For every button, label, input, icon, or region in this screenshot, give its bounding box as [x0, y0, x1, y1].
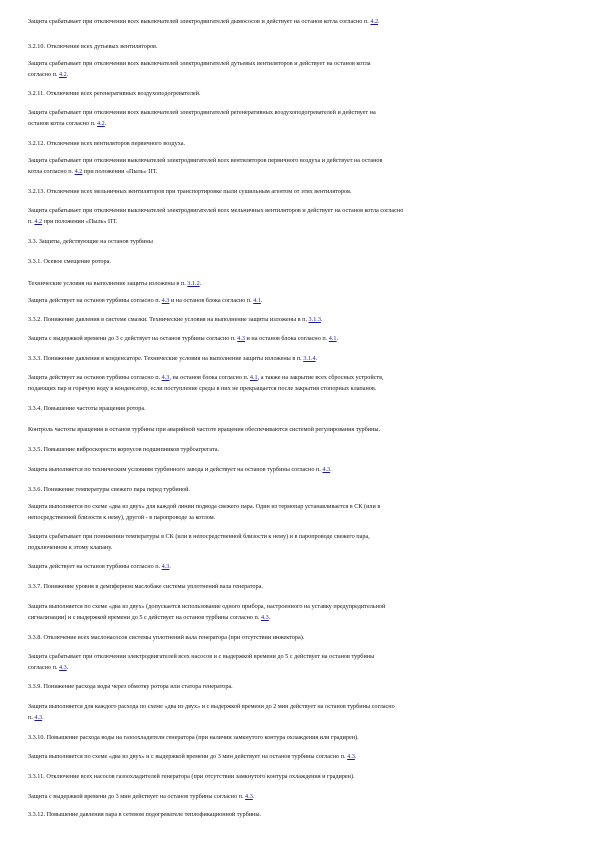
section-reference-link[interactable]: 4.3	[245, 793, 253, 800]
text-run: Защита действует на останов турбины согласно п.	[28, 297, 162, 304]
text-run: Технические условия на выполнение защиты изложены в п.	[28, 280, 188, 287]
text-run: п.	[28, 714, 35, 721]
section-reference-link[interactable]: 4.3	[260, 614, 269, 621]
text-run: Защита с выдержкой времени до 3 с действует на останов турбины согласно п.	[28, 335, 238, 342]
text-run: 3.2.10. Отключение всех дутьевых вентиляторов.	[28, 43, 158, 50]
text-run: подающих пар и горячую воду в конденсатор, если поступление среды в них не прекращается после закрытия стопорных клапанов.	[28, 385, 377, 392]
text-run: Защита действует на останов турбины согласно п.	[28, 374, 162, 381]
text-run: 3.3.8. Отключение всех маслонасосов системы уплотнений вала генератора (при отсутствии инжектора).	[28, 634, 305, 641]
text-run: непосредственной близости к нему), другой - в паропроводе за котлом.	[28, 514, 216, 521]
section-reference-link[interactable]: 4.1	[249, 374, 258, 381]
text-line	[28, 426, 568, 435]
text-run: .	[66, 664, 69, 671]
text-line	[28, 544, 568, 553]
text-run: 3.3.1. Осевое смещение ротора.	[28, 258, 111, 265]
text-run: .	[330, 466, 332, 473]
text-line	[28, 43, 568, 52]
text-line	[28, 258, 568, 267]
text-run: Защита срабатывает при отключении всех выключателей электродвигателей регенеративных воздухоподогревателей и действует на	[28, 109, 376, 116]
text-run: Контроль частоты вращения и останов турбины при аварийной частоте вращения обеспечиваются системой регулирования турбины.	[28, 426, 381, 433]
text-run: Защита выполняется по схеме «два из двух» (допускается использование одного прибора, настроенного на уставку предупредительной	[28, 603, 386, 610]
text-run: останов котла согласно п.	[28, 120, 98, 127]
section-reference-link[interactable]: 4.2	[34, 218, 43, 225]
text-run: Защита срабатывает при отключении электродвигателей всех насосов и с выдержкой времени до 5 с действует на останов турбины	[28, 653, 375, 660]
text-run: 3.3.5. Повышение виброскорости корпусов подшипников турбоагрегата.	[28, 446, 220, 453]
text-line	[28, 140, 568, 149]
text-run: 3.3. Защиты, действующие на останов турбины	[28, 238, 153, 245]
text-line	[28, 683, 568, 692]
text-line	[28, 90, 568, 99]
text-run: , на останов блока согласно п.	[169, 374, 250, 381]
text-run: Защита срабатывает при отключении всех выключателей электродвигателей дутьевых вентиляторов и действует на останов котла	[28, 60, 371, 67]
text-line	[28, 280, 568, 289]
text-line	[28, 583, 568, 592]
text-line	[28, 188, 568, 197]
text-run: котла согласно п.	[28, 168, 75, 175]
section-reference-link[interactable]: 3.1.4	[303, 355, 316, 362]
text-line	[28, 563, 568, 572]
text-line	[28, 405, 568, 414]
section-reference-link[interactable]: 4.1	[328, 335, 337, 342]
text-line	[28, 207, 568, 216]
text-run: 3.3.2. Понижение давления в системе смазки. Технические условия на выполнение защиты изложены в п.	[28, 316, 309, 323]
text-run: 3.3.12. Повышение давления пара в сетевом подогревателе теплофикационной турбины.	[28, 811, 262, 818]
text-run: при положении «Пыль» ПТ.	[82, 168, 158, 175]
text-run: .	[378, 18, 380, 25]
text-line	[28, 793, 568, 802]
text-run: 3.3.3. Понижение давления в конденсаторе. Технические условия на выполнение защиты изложены в п.	[28, 355, 304, 362]
text-line	[28, 109, 568, 118]
section-reference-link[interactable]: 4.3	[237, 335, 245, 342]
text-line	[28, 714, 568, 723]
text-line	[28, 446, 568, 455]
text-line	[28, 533, 568, 542]
text-run: Защита выполняется для каждого расхода по схеме «два из двух» и с выдержкой времени до 2 мин действует на останов турбины согласно	[28, 703, 395, 710]
text-line	[28, 355, 568, 364]
text-run: Защита срабатывает при отключении всех выключателей электродвигателей дымососов и действует на останов котла согласно п.	[28, 18, 371, 25]
text-line	[28, 218, 568, 227]
text-line	[28, 653, 568, 662]
section-reference-link[interactable]: 4.2	[74, 168, 83, 175]
text-line	[28, 486, 568, 495]
text-run: Защита срабатывает при понижении температуры в СК (или в непосредственной близости к нему) и в паропроводе свежего пара,	[28, 533, 370, 540]
text-run: согласно п.	[28, 71, 60, 78]
text-line	[28, 168, 568, 177]
text-run: 3.2.13. Отключение всех мельничных вентиляторов при транспортировке пыли сушильным агентом от этих вентиляторов.	[28, 188, 352, 195]
section-reference-link[interactable]: 4.3	[161, 374, 170, 381]
text-run: 3.3.4. Повышение частоты вращения ротора.	[28, 405, 146, 412]
text-line	[28, 157, 568, 166]
text-run: .	[169, 563, 171, 570]
text-run: 3.2.12. Отключение всех вентиляторов первичного воздуха.	[28, 140, 186, 147]
text-run: сигнализации) и с выдержкой времени до 5 с действует на останов турбины согласно п.	[28, 614, 261, 621]
text-line	[28, 335, 568, 344]
text-run: подключенном к этому клапану.	[28, 544, 113, 551]
text-run: .	[252, 793, 255, 800]
text-line	[28, 514, 568, 523]
section-reference-link[interactable]: 4.3	[161, 297, 170, 304]
text-run: .	[336, 335, 339, 342]
text-run: .	[260, 297, 263, 304]
text-run: 3.2.11. Отключение всех регенеративных воздухоподогревателей.	[28, 90, 201, 97]
text-line	[28, 614, 568, 623]
text-run: Защита выполняется по схеме «два из двух» и с выдержкой времени до 3 мин действует на останов турбины согласно п.	[28, 753, 348, 760]
text-line	[28, 297, 568, 306]
section-reference-link[interactable]: 4.3	[59, 664, 67, 671]
section-reference-link[interactable]: 4.1	[253, 297, 261, 304]
text-line	[28, 466, 568, 475]
text-line	[28, 603, 568, 612]
section-reference-link[interactable]: 4.3	[322, 466, 331, 473]
section-reference-link[interactable]: 3.1.2	[187, 280, 200, 287]
text-line	[28, 60, 568, 69]
text-line	[28, 703, 568, 712]
section-reference-link[interactable]: 4.3	[347, 753, 355, 760]
text-run: и на останов блока согласно п.	[169, 297, 254, 304]
text-line	[28, 385, 568, 394]
section-reference-link[interactable]: 4.2	[97, 120, 105, 127]
text-line	[28, 316, 568, 325]
text-line	[28, 71, 568, 80]
text-line	[28, 773, 568, 782]
text-run: Защита срабатывает при отключении выключателей электродвигателей всех мельничных вентиляторов и действует на останов котла согласно	[28, 207, 404, 214]
text-run: Защита с выдержкой времени до 3 мин действует на останов турбины согласно п.	[28, 793, 246, 800]
text-run: 3.3.7. Понижение уровня в демпферном маслобаке системы уплотнений вала генератора.	[28, 583, 263, 590]
text-run: .	[315, 355, 318, 362]
text-line	[28, 811, 568, 820]
text-run: .	[320, 316, 323, 323]
section-reference-link[interactable]: 4.3	[161, 563, 170, 570]
text-line	[28, 664, 568, 673]
text-run: при положении «Пыль» ПТ.	[42, 218, 118, 225]
text-line	[28, 238, 568, 247]
text-line	[28, 374, 568, 383]
text-run: Защита действует на останов турбины согласно п.	[28, 563, 162, 570]
text-line	[28, 120, 568, 129]
text-run: Защита срабатывает при отключении выключателей электродвигателей всех вентиляторов первичного воздуха и действует на останов	[28, 157, 383, 164]
text-run: , а также на закрытие всех сбросных устройств,	[257, 374, 384, 381]
text-line	[28, 734, 568, 743]
text-line	[28, 634, 568, 643]
section-reference-link[interactable]: 4.2	[370, 18, 379, 25]
section-reference-link[interactable]: 4.2	[59, 71, 67, 78]
text-run: .	[66, 71, 69, 78]
text-run: 3.3.10. Повышение расхода воды на газоохладители генератора (при наличии замкнутого контура охлаждения или градирен).	[28, 734, 359, 741]
section-reference-link[interactable]: 3.1.3	[308, 316, 321, 323]
text-line	[28, 503, 568, 512]
text-run: .	[268, 614, 271, 621]
text-run: .	[42, 714, 44, 721]
text-line	[28, 18, 568, 27]
text-run: .	[354, 753, 357, 760]
text-run: п.	[28, 218, 35, 225]
text-run: согласно п.	[28, 664, 60, 671]
text-run: .	[104, 120, 107, 127]
section-reference-link[interactable]: 4.3	[34, 714, 43, 721]
text-run: Защита выполняется по техническим условиям турбинного завода и действует на останов турбины согласно п.	[28, 466, 323, 473]
text-run: и на останов блока согласно п.	[244, 335, 329, 342]
text-run: 3.3.6. Понижение температуры свежего пара перед турбиной.	[28, 486, 190, 493]
text-run: .	[199, 280, 202, 287]
text-run: 3.3.9. Понижение расхода воды через обмотку ротора или статора генератора.	[28, 683, 233, 690]
text-line	[28, 753, 568, 762]
text-run: Защита выполняется по схеме «два из двух» для каждой линии подвода свежего пара. Один из термопар устанавливается в СК (или в	[28, 503, 381, 510]
text-run: 3.3.11. Отключение всех насосов газоохладителей генератора (при отсутствии замкнутого контура охлаждения и градирен).	[28, 773, 355, 780]
